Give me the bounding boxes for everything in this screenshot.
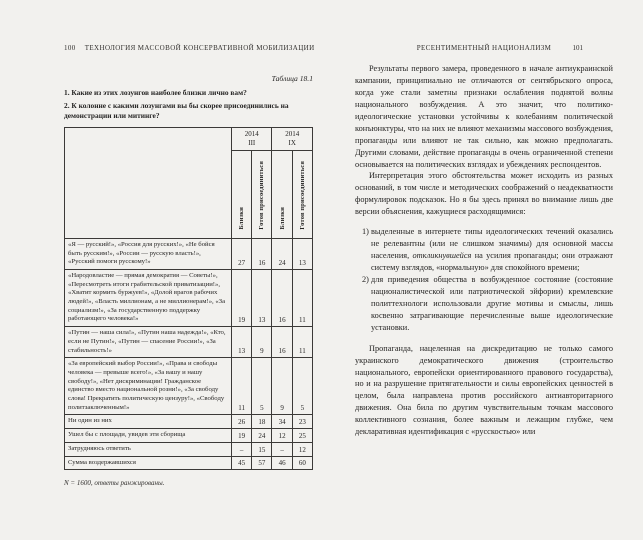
body-text [355,63,613,438]
cell-value: 18 [252,415,272,429]
cell-value: 26 [232,415,252,429]
cell-value: 11 [292,269,312,326]
row-label: Ни один из них [65,415,232,429]
cell-value: 5 [292,358,312,415]
table-row [65,456,313,470]
right-running-title: РЕСЕНТИМЕНТНЫЙ НАЦИОНАЛИЗМ [416,44,552,52]
wave-label: III [248,139,256,148]
cell-value: 16 [252,238,272,269]
table-row [65,415,313,429]
subheader-gotov-iii: Готов присоединиться [252,150,272,238]
list-item-text [371,226,613,274]
row-label: «Путин — наша сила!», «Путин наша надежда!», «Кто, если не Путин!», «Путин — спасение России!», «За стабильность!» [65,327,232,358]
cell-value: 23 [292,415,312,429]
cell-value: – [272,442,292,456]
cell-value: 12 [272,429,292,443]
col-group-2014-ix [272,128,313,151]
cell-value: 25 [292,429,312,443]
row-label: Затрудняюсь ответить [65,442,232,456]
year-label: 2014 [285,130,300,139]
survey-question-2: 2. К колонне с какими лозунгами вы бы скорее присоединились на демонстрации или митинге? [64,100,289,120]
cell-value: 5 [252,358,272,415]
list-item-text-pre: выделенные в интернете типы идеологических течений оказались не релевантны (или не слишком значимы) для основной массы населения, [371,227,613,261]
table-footnote: N = 1600, ответы ранжированы. [64,479,165,488]
paragraph: Интерпретация этого обстоятельства может исходить из разных оснований, в том числе и методических соображений о неадекватности формулировок подсказок. Но я бы здесь принял во внимание лишь две версии объяснения, кажущиеся расходящимися: [355,171,613,217]
cell-value: 9 [252,327,272,358]
row-label: «Народовластие — прямая демократия — Советы!», «Пересмотреть итоги грабительской приватизации!», «Хватит кормить буржуев!», «Долой врагов рабочих людей!», «Власть миллионам, а не миллионерам!», «За социализм!», «За государственную поддержку работающего человека!» [65,269,232,326]
left-page-number: 100 [64,44,76,52]
row-label: «За европейский выбор России!», «Права и свободы человека — превыше всего!», «За вашу и нашу свободу!», «Нет дискриминации! Гражданское единство вместо национальной розни!», «За свободу слова! Прекратить политическую цензуру!», «Свободу политзаключенным!» [65,358,232,415]
table-row [65,238,313,269]
cell-value: 24 [252,429,272,443]
list-marker: 1) [362,227,369,237]
cell-value: 12 [292,442,312,456]
survey-question-1: 1. Какие из этих лозунгов наиболее близки лично вам? [64,88,247,97]
cell-value: 16 [272,327,292,358]
left-running-header [64,44,313,52]
list-marker: 2) [362,274,369,284]
cell-value: 27 [232,238,252,269]
cell-value: 13 [292,238,312,269]
table-caption: Таблица 18.1 [271,74,313,83]
cell-value: 57 [252,456,272,470]
cell-value: 9 [272,358,292,415]
cell-value: 19 [232,429,252,443]
list-item-text-post: на усилия пропаганды; они отражают систему взглядов, «нормальную» для спокойного времени; [371,251,613,272]
list-item-text: для приведения общества в возбужденное состояние (состояние националистической или патриотической эйфории) кремлевские политтехнологи использовали другие мотивы и смыслы, лишь косвенно затрагивающие перечисленные выше идеологические установки. [371,274,613,332]
cell-value: 19 [232,269,252,326]
cell-value: 45 [232,456,252,470]
cell-value: 60 [292,456,312,470]
cell-value: 11 [292,327,312,358]
cell-value: 16 [272,269,292,326]
cell-value: 11 [232,358,252,415]
year-label: 2014 [244,130,259,139]
list-item [355,226,613,274]
right-page [355,44,613,438]
right-page-number: 101 [572,44,583,52]
table-stub-head [65,128,232,239]
table-row [65,442,313,456]
row-label: Сумма воздержавшихся [65,456,232,470]
paragraph: Пропаганда, нацеленная на дискредитацию не только самого украинского демократического движения (строительство национального, европейски ориентированного правового государства), но и на разрушение притягательности и силы европейских ценностей в целом, была направлена против российского антиавторитарного движения. Она била по другим чувствительным точкам массового коллективного сознания, более важным и лежащим глубже, чем декларативная идентификация с «русскостью» или [355,343,613,437]
survey-table [64,127,313,470]
table-row [65,327,313,358]
table-row [65,429,313,443]
table-row [65,269,313,326]
subheader-blizki-iii: Близки [232,150,252,238]
left-running-title: ТЕХНОЛОГИЯ МАССОВОЙ КОНСЕРВАТИВНОЙ МОБИЛИЗАЦИИ [84,44,315,52]
cell-value: 46 [272,456,292,470]
table-row [65,358,313,415]
cell-value: – [232,442,252,456]
paragraph: Результаты первого замера, проведенного в начале антиукраинской кампании, принципиально не отличаются от сентябрьского опроса, когда уже стали заметны признаки ослабления поднятой волны национального возбуждения. А это значит, что политико-идеологические установки устойчивы к колебаниям политической конъюнктуры, что на них не влияют механизмы массового возбуждения, пропаганды или влияют не так сильно, как можно предполагать. Другими словами, действие пропаганды в очень ограниченной степени основывается на политических взглядах и убеждениях респондентов. [355,64,613,169]
cell-value: 34 [272,415,292,429]
list-item-text-italic: откликнувшейся [412,251,472,261]
row-label: Ушел бы с площади, увидев эти сборища [65,429,232,443]
cell-value: 24 [272,238,292,269]
cell-value: 13 [252,269,272,326]
right-running-header [355,44,613,52]
row-label: «Я — русский!», «Россия для русских!», «Не бойся быть русским!», «России — русскую власть!», «Русский помоги русскому!» [65,238,232,269]
numbered-list [355,226,613,333]
wave-label: IX [288,139,296,148]
table-row [65,128,313,151]
col-group-2014-iii [232,128,272,151]
subheader-blizki-ix: Близки [272,150,292,238]
cell-value: 15 [252,442,272,456]
left-page [64,44,313,487]
subheader-gotov-ix: Готов присоединиться [292,150,312,238]
list-item [355,274,613,334]
cell-value: 13 [232,327,252,358]
